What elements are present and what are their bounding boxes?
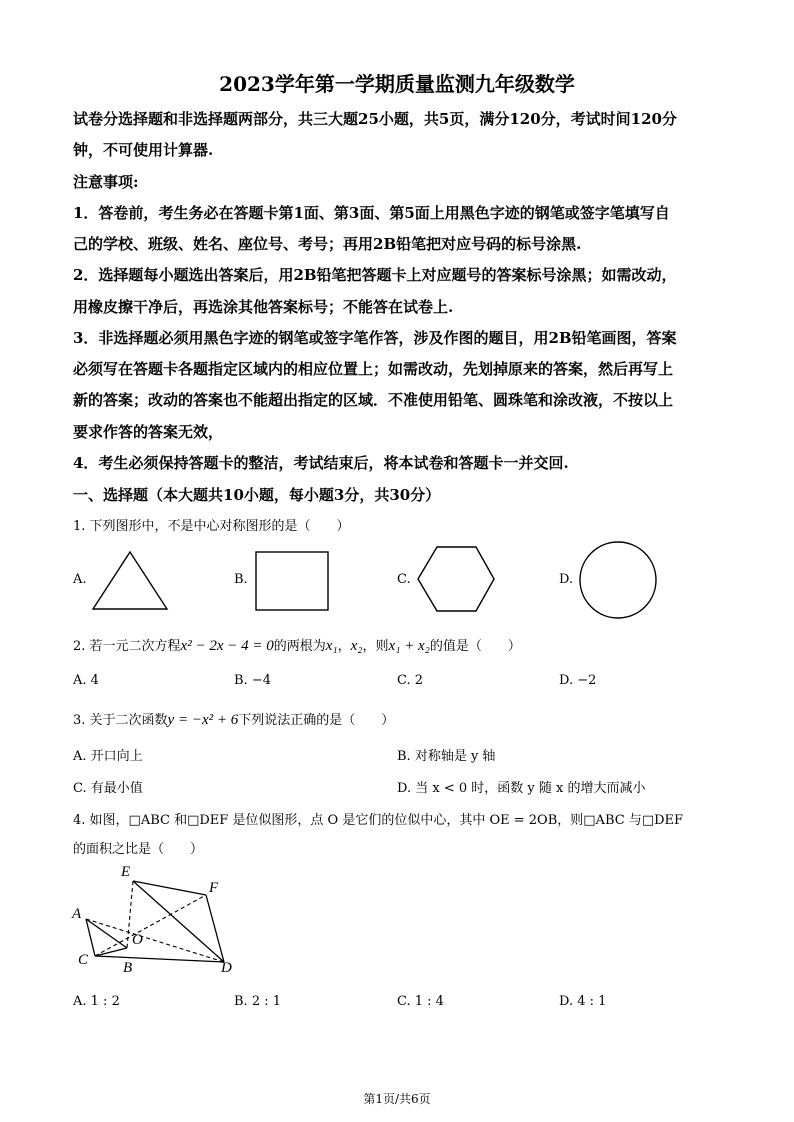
q4-option-c: C. 1 : 4 xyxy=(397,994,444,1009)
q2-stem-a: 2. 若一元二次方程 xyxy=(73,639,181,654)
notice-1-line-1: 1．答卷前，考生务必在答题卡第1面、第3面、第5面上用黑色字迹的钢笔或签字笔填写自 xyxy=(73,204,670,222)
q1-option-d-label: D. xyxy=(559,572,574,587)
q2-option-c: C. 2 xyxy=(397,673,424,688)
q2-sep: ， xyxy=(337,639,351,654)
page-title: 2023学年第一学期质量监测九年级数学 xyxy=(219,72,575,96)
q2-stem-b: 的两根为 xyxy=(273,639,326,654)
dashed-cf xyxy=(95,895,206,956)
point-label-c: C xyxy=(78,952,89,968)
q1-option-b-label: B. xyxy=(234,572,248,587)
section-heading: 一、选择题（本大题共10小题，每小题3分，共30分） xyxy=(73,486,441,504)
q2-option-a: A. 4 xyxy=(73,673,99,688)
q3-option-a: A. 开口向上 xyxy=(73,749,143,764)
point-label-d: D xyxy=(221,960,232,976)
notice-4-line-1: 4．考生必须保持答题卡的整洁，考试结束后，将本试卷和答题卡一并交回. xyxy=(73,454,569,472)
point-label-f: F xyxy=(209,880,219,896)
point-label-e: E xyxy=(121,864,131,880)
q3-stem-a: 3. 关于二次函数 xyxy=(73,713,168,728)
q2-equation: x² − 2x − 4 = 0 xyxy=(180,638,274,654)
notice-3-line-3: 新的答案；改动的答案也不能超出指定的区域．不准使用铅笔、圆珠笔和涂改液，不按以上 xyxy=(73,391,674,409)
notice-3-line-2: 必须写在答题卡各题指定区域内的相应位置上；如需改动，先划掉原来的答案，然后再写上 xyxy=(73,360,674,378)
q1-option-a-label: A. xyxy=(73,572,87,587)
intro-line-2: 钟，不可使用计算器. xyxy=(73,141,214,159)
segment-fd xyxy=(206,895,224,962)
q3-option-b: B. 对称轴是 y 轴 xyxy=(397,749,496,764)
segment-cd xyxy=(95,956,224,962)
notice-heading: 注意事项: xyxy=(73,173,139,191)
notice-1-line-2: 己的学校、班级、姓名、座位号、考号；再用2B铅笔把对应号码的标号涂黑. xyxy=(73,235,582,253)
q2-sum: x₁ + x₂ xyxy=(388,638,430,654)
q4-option-d: D. 4 : 1 xyxy=(559,994,607,1009)
q2-option-b: B. −4 xyxy=(234,673,271,688)
point-label-o: O xyxy=(132,932,143,948)
page-footer: 第1页/共6页 xyxy=(363,1092,431,1106)
intro-line-1: 试卷分选择题和非选择题两部分，共三大题25小题，共5页，满分120分，考试时间120分 xyxy=(73,110,677,128)
q3-stem-b: 下列说法正确的是（ ） xyxy=(238,713,395,728)
q2-root-1: x₁ xyxy=(325,638,338,654)
notice-3-line-4: 要求作答的答案无效， xyxy=(73,423,224,441)
segment-cb xyxy=(95,948,127,956)
q4-stem-line-1: 4. 如图，□ABC 和□DEF 是位似图形，点 O 是它们的位似中心，其中 OE = 2OB，则□ABC 与□DEF xyxy=(73,813,684,828)
q2-option-d: D. −2 xyxy=(559,673,597,688)
q1-option-c-label: C. xyxy=(397,572,411,587)
q3-option-d: D. 当 x < 0 时，函数 y 随 x 的增大而减小 xyxy=(397,781,646,796)
notice-2-line-2: 用橡皮擦干净后，再选涂其他答案标号；不能答在试卷上. xyxy=(73,298,454,316)
q2-stem-d: 的值是（ ） xyxy=(429,639,521,654)
notice-2-line-1: 2．选择题每小题选出答案后，用2B铅笔把答题卡上对应题号的答案标号涂黑；如需改动， xyxy=(73,266,677,284)
notice-3-line-1: 3．非选择题必须用黑色字迹的钢笔或签字笔作答，涉及作图的题目，用2B铅笔画图，答案 xyxy=(73,329,677,347)
q4-option-a: A. 1 : 2 xyxy=(73,994,120,1009)
q4-stem-line-2: 的面积之比是（ ） xyxy=(73,842,204,857)
q3-function: y = −x² + 6 xyxy=(167,712,239,728)
q4-option-b: B. 2 : 1 xyxy=(234,994,282,1009)
q2-stem-c: ，则 xyxy=(362,639,389,654)
dashed-ad xyxy=(86,919,224,962)
q3-option-c: C. 有最小值 xyxy=(73,781,143,796)
q2-root-2: x₂ xyxy=(350,638,363,654)
q1-stem: 1. 下列图形中，不是中心对称图形的是（ ） xyxy=(73,519,350,534)
point-label-b: B xyxy=(123,960,133,976)
point-label-a: A xyxy=(72,906,82,922)
segment-ef xyxy=(133,881,206,895)
